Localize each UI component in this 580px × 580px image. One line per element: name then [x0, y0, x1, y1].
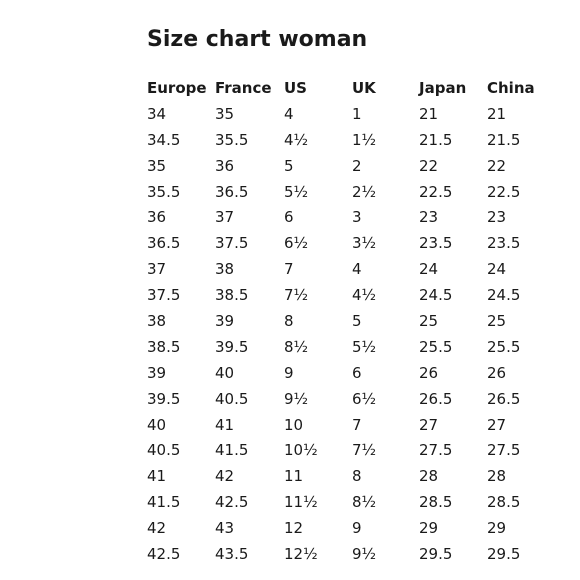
cell-uk: 8 [352, 467, 362, 486]
cell-uk: 4½ [352, 286, 377, 305]
column-header-us: US [284, 78, 307, 97]
cell-uk: 2½ [352, 182, 377, 201]
cell-uk: 1 [352, 104, 362, 123]
cell-japan: 22.5 [419, 182, 453, 201]
cell-us: 4½ [284, 130, 309, 149]
cell-uk: 2 [352, 156, 362, 175]
cell-europe: 37 [147, 260, 167, 279]
cell-japan: 24 [419, 260, 439, 279]
cell-europe: 39 [147, 363, 167, 382]
cell-us: 4 [284, 104, 294, 123]
table-row [147, 360, 547, 386]
cell-europe: 35.5 [147, 182, 181, 201]
cell-japan: 23 [419, 208, 439, 227]
cell-japan: 21 [419, 104, 439, 123]
table-row [147, 541, 547, 567]
table-row [147, 412, 547, 438]
table-row [147, 386, 547, 412]
column-header-europe: Europe [147, 78, 207, 97]
cell-us: 6 [284, 208, 294, 227]
cell-china: 28 [487, 467, 507, 486]
table-row [147, 437, 547, 463]
table-row [147, 256, 547, 282]
cell-france: 36 [215, 156, 235, 175]
cell-japan: 26.5 [419, 389, 453, 408]
cell-us: 5 [284, 156, 294, 175]
cell-europe: 35 [147, 156, 167, 175]
cell-japan: 22 [419, 156, 439, 175]
column-header-china: China [487, 78, 535, 97]
table-body [147, 101, 547, 567]
cell-uk: 1½ [352, 130, 377, 149]
cell-us: 6½ [284, 234, 309, 253]
cell-france: 35 [215, 104, 235, 123]
cell-uk: 3½ [352, 234, 377, 253]
cell-china: 24.5 [487, 286, 521, 305]
cell-uk: 9½ [352, 544, 377, 563]
cell-europe: 34 [147, 104, 167, 123]
cell-france: 39.5 [215, 337, 249, 356]
cell-china: 22.5 [487, 182, 521, 201]
cell-china: 21.5 [487, 130, 521, 149]
cell-europe: 41.5 [147, 493, 181, 512]
cell-france: 40 [215, 363, 235, 382]
cell-europe: 36 [147, 208, 167, 227]
table-header-row [147, 75, 547, 101]
cell-france: 35.5 [215, 130, 249, 149]
cell-france: 40.5 [215, 389, 249, 408]
cell-france: 41 [215, 415, 235, 434]
cell-europe: 38 [147, 311, 167, 330]
cell-us: 8½ [284, 337, 309, 356]
cell-us: 10 [284, 415, 304, 434]
cell-europe: 34.5 [147, 130, 181, 149]
cell-china: 24 [487, 260, 507, 279]
cell-japan: 29.5 [419, 544, 453, 563]
table-row [147, 308, 547, 334]
column-header-japan: Japan [419, 78, 467, 97]
cell-japan: 27.5 [419, 441, 453, 460]
cell-china: 23.5 [487, 234, 521, 253]
cell-us: 12 [284, 519, 304, 538]
cell-france: 36.5 [215, 182, 249, 201]
column-header-france: France [215, 78, 272, 97]
cell-japan: 26 [419, 363, 439, 382]
cell-uk: 8½ [352, 493, 377, 512]
cell-china: 25 [487, 311, 507, 330]
cell-japan: 28.5 [419, 493, 453, 512]
table-row [147, 334, 547, 360]
cell-japan: 25.5 [419, 337, 453, 356]
cell-china: 26.5 [487, 389, 521, 408]
table-row [147, 127, 547, 153]
cell-france: 42 [215, 467, 235, 486]
size-chart-table [147, 75, 547, 567]
cell-china: 28.5 [487, 493, 521, 512]
cell-france: 39 [215, 311, 235, 330]
cell-japan: 28 [419, 467, 439, 486]
cell-europe: 39.5 [147, 389, 181, 408]
table-row [147, 179, 547, 205]
cell-us: 11½ [284, 493, 318, 512]
cell-france: 43.5 [215, 544, 249, 563]
table-row [147, 463, 547, 489]
cell-france: 38.5 [215, 286, 249, 305]
cell-uk: 7 [352, 415, 362, 434]
cell-japan: 27 [419, 415, 439, 434]
cell-europe: 42 [147, 519, 167, 538]
cell-us: 8 [284, 311, 294, 330]
cell-us: 7½ [284, 286, 309, 305]
cell-china: 22 [487, 156, 507, 175]
cell-europe: 40 [147, 415, 167, 434]
cell-japan: 23.5 [419, 234, 453, 253]
cell-china: 27 [487, 415, 507, 434]
cell-europe: 37.5 [147, 286, 181, 305]
table-row [147, 230, 547, 256]
cell-uk: 9 [352, 519, 362, 538]
table-row [147, 515, 547, 541]
cell-uk: 6½ [352, 389, 377, 408]
cell-france: 42.5 [215, 493, 249, 512]
cell-japan: 21.5 [419, 130, 453, 149]
cell-france: 37 [215, 208, 235, 227]
cell-europe: 42.5 [147, 544, 181, 563]
cell-uk: 5 [352, 311, 362, 330]
cell-france: 41.5 [215, 441, 249, 460]
cell-china: 27.5 [487, 441, 521, 460]
column-header-uk: UK [352, 78, 376, 97]
cell-china: 29.5 [487, 544, 521, 563]
cell-us: 11 [284, 467, 304, 486]
cell-china: 25.5 [487, 337, 521, 356]
cell-us: 5½ [284, 182, 309, 201]
cell-france: 43 [215, 519, 235, 538]
cell-uk: 6 [352, 363, 362, 382]
cell-europe: 36.5 [147, 234, 181, 253]
cell-us: 12½ [284, 544, 318, 563]
cell-europe: 41 [147, 467, 167, 486]
cell-japan: 24.5 [419, 286, 453, 305]
cell-us: 7 [284, 260, 294, 279]
cell-china: 26 [487, 363, 507, 382]
cell-china: 23 [487, 208, 507, 227]
cell-europe: 40.5 [147, 441, 181, 460]
table-row [147, 282, 547, 308]
cell-japan: 29 [419, 519, 439, 538]
cell-us: 9½ [284, 389, 309, 408]
cell-china: 29 [487, 519, 507, 538]
cell-china: 21 [487, 104, 507, 123]
cell-uk: 3 [352, 208, 362, 227]
cell-france: 38 [215, 260, 235, 279]
cell-us: 10½ [284, 441, 318, 460]
cell-uk: 4 [352, 260, 362, 279]
cell-japan: 25 [419, 311, 439, 330]
cell-uk: 7½ [352, 441, 377, 460]
cell-france: 37.5 [215, 234, 249, 253]
page-title: Size chart woman [147, 27, 368, 52]
table-row [147, 153, 547, 179]
table-row [147, 204, 547, 230]
table-row [147, 489, 547, 515]
cell-uk: 5½ [352, 337, 377, 356]
cell-us: 9 [284, 363, 294, 382]
table-row [147, 101, 547, 127]
cell-europe: 38.5 [147, 337, 181, 356]
